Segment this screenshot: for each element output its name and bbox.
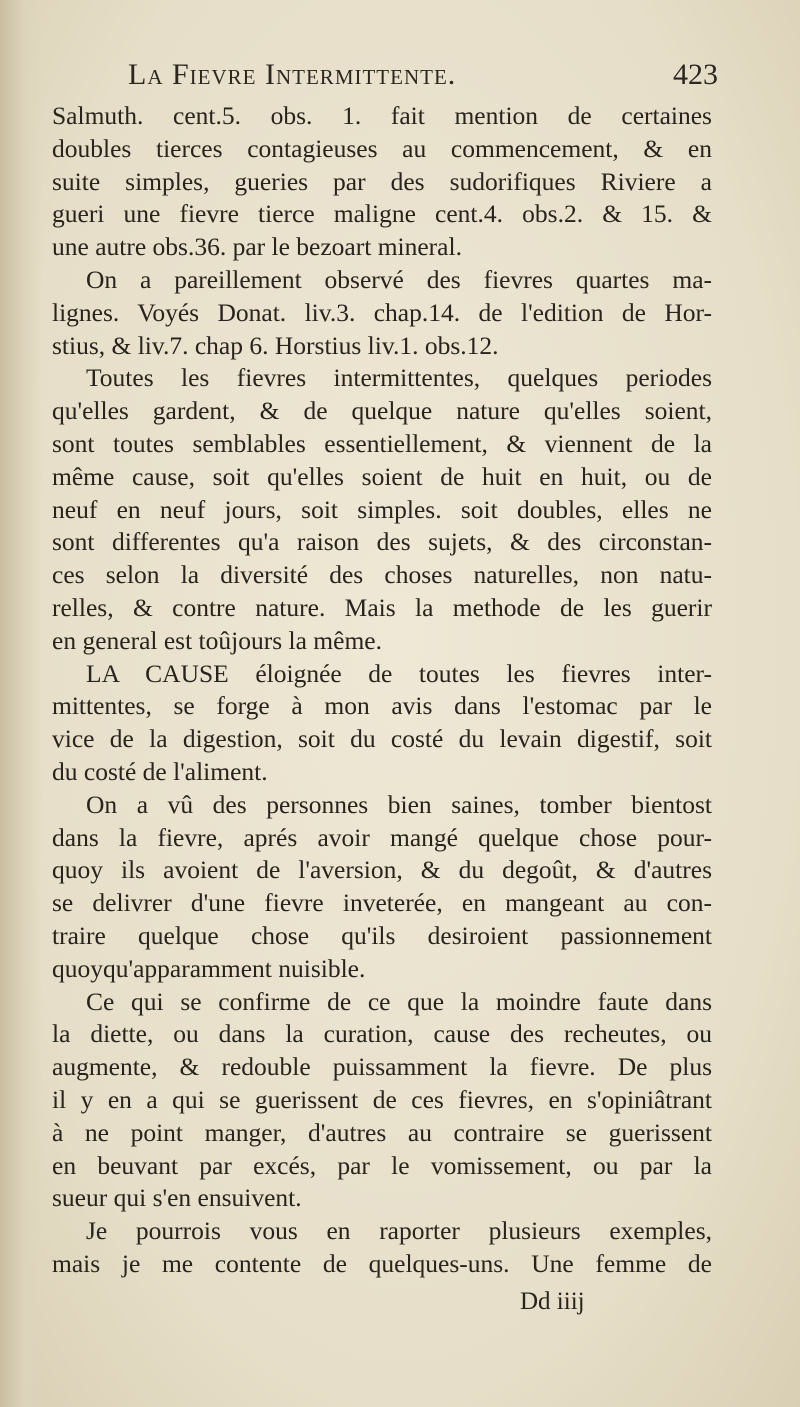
text-line: dans la fievre, aprés avoir mangé quelque chose pour-	[52, 822, 712, 852]
text-line: augmente, & redouble puissamment la fievre. De plus	[52, 1052, 712, 1082]
text-line: relles, & contre nature. Mais la methode de les guerir	[52, 592, 712, 622]
text-line: stius, & liv.7. chap 6. Horstius liv.1. obs.12.	[52, 330, 499, 360]
text-line: gueri une fievre tierce maligne cent.4. obs.2. & 15. &	[52, 199, 712, 229]
text-line: la diette, ou dans la curation, cause des recheutes, ou	[52, 1019, 712, 1049]
text-line: Toutes les fievres intermittentes, quelques periodes	[86, 363, 712, 393]
text-line: du costé de l'aliment.	[52, 756, 268, 786]
text-line: en general est toûjours la même.	[52, 625, 382, 655]
text-line: en beuvant par excés, par le vomissement, ou par la	[52, 1150, 712, 1180]
text-line: il y en a qui se guerissent de ces fievres, en s'opiniâtrant	[52, 1084, 712, 1114]
text-line: sont differentes qu'a raison des sujets, & des circonstan-	[52, 527, 712, 557]
running-title: La Fievre Intermittente.	[128, 58, 457, 91]
text-line: quoyqu'apparamment nuisible.	[52, 953, 366, 983]
text-line: quoy ils avoient de l'aversion, & du degoût, & d'autres	[52, 855, 712, 885]
text-line: lignes. Voyés Donat. liv.3. chap.14. de l'edition de Hor-	[52, 297, 712, 327]
text-line: mittentes, se forge à mon avis dans l'estomac par le	[52, 691, 712, 721]
text-line: qu'elles gardent, & de quelque nature qu'elles soient,	[52, 396, 712, 426]
running-header	[128, 58, 718, 98]
text-line: Ce qui se confirme de ce que la moindre faute dans	[86, 986, 712, 1016]
body-text	[52, 100, 712, 1281]
page-gutter-shadow	[0, 0, 42, 1407]
text-line: ces selon la diversité des choses naturelles, non natu-	[52, 560, 712, 590]
text-line: Salmuth. cent.5. obs. 1. fait mention de certaines	[52, 101, 712, 130]
text-line: suite simples, gueries par des sudorifiques Riviere a	[52, 166, 712, 196]
text-line: LA CAUSE éloignée de toutes les fievres inter-	[86, 658, 712, 688]
text-line: doubles tierces contagieuses au commencement, & en	[52, 133, 712, 163]
text-line: sont toutes semblables essentiellement, & viennent de la	[52, 428, 712, 458]
signature-mark: Dd iiij	[520, 1288, 585, 1315]
text-line: On a vû des personnes bien saines, tomber bientost	[86, 789, 712, 819]
text-line: On a pareillement observé des fievres quartes ma-	[86, 264, 712, 294]
text-line: traire quelque chose qu'ils desiroient passionnement	[52, 920, 712, 950]
text-line: mais je me contente de quelques-uns. Une femme de	[52, 1248, 712, 1278]
text-line: une autre obs.36. par le bezoart mineral.	[52, 232, 462, 262]
text-line: sueur qui s'en ensuivent.	[52, 1183, 302, 1213]
text-line: se delivrer d'une fievre inveterée, en mangeant au con-	[52, 888, 712, 918]
page-number: 423	[673, 58, 718, 91]
text-line: Je pourrois vous en raporter plusieurs exemples,	[86, 1216, 712, 1246]
text-line: même cause, soit qu'elles soient de huit en huit, ou de	[52, 461, 712, 491]
text-line: vice de la digestion, soit du costé du levain digestif, soit	[52, 724, 712, 754]
text-line: neuf en neuf jours, soit simples. soit doubles, elles ne	[52, 494, 712, 524]
text-line: à ne point manger, d'autres au contraire se guerissent	[52, 1117, 712, 1147]
